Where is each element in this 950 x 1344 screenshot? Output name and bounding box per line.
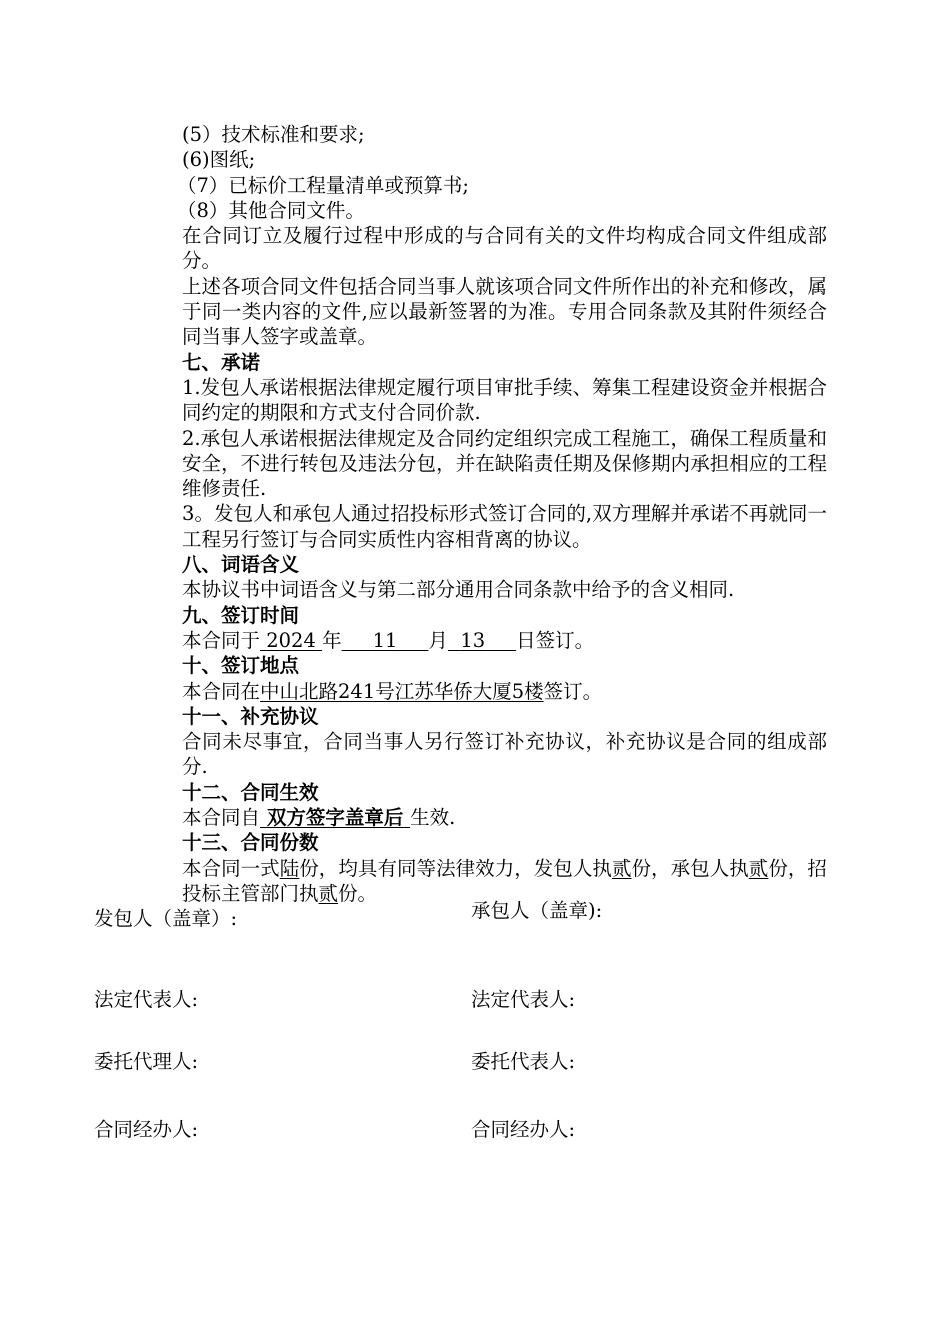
effective-prefix: 本合同自 [182, 806, 261, 830]
list-item: （8）其他合同文件。 [177, 198, 365, 222]
list-item: （7）已标价工程量清单或预算书; [177, 173, 469, 197]
copies-total: 陆 [279, 856, 300, 880]
sign-day: 13 [460, 628, 486, 652]
copies-employer: 贰 [611, 856, 632, 880]
sign-date-suffix: 日签订。 [516, 628, 595, 652]
employer-legal-rep-label: 法定代表人: [94, 988, 199, 1011]
effective-condition: 双方签字盖章后 [266, 806, 404, 830]
section-title-copies: 十三、合同份数 [182, 831, 319, 855]
paragraph-compose: 在合同订立及履行过程中形成的与合同有关的文件均构成合同文件组成部分。 [182, 224, 827, 273]
section-title-effective: 十二、合同生效 [182, 780, 319, 804]
contractor-seal-label: 承包人（盖章): [471, 899, 603, 922]
sign-year: 2024 [266, 628, 316, 652]
section-title-supplement: 十一、补充协议 [182, 704, 319, 728]
list-item: (6)图纸; [182, 148, 256, 172]
section-title-terms: 八、词语含义 [182, 553, 300, 577]
supplement-text: 合同未尽事宜，合同当事人另行签订补充协议，补充协议是合同的组成部分. [182, 730, 827, 779]
copies-authority: 贰 [318, 881, 339, 905]
commitment-3: 3。发包人和承包人通过招投标形式签订合同的,双方理解并承诺不再就同一工程另行签订与合同实质性内容相背离的协议。 [182, 502, 827, 551]
copies-text: 本合同一式陆份，均具有同等法律效力，发包人执贰份，承包人执贰份，招投标主管部门执贰份。 [182, 856, 827, 905]
year-unit: 年 [322, 628, 342, 652]
effective-suffix: 生效. [410, 806, 456, 830]
effective-line [137, 805, 827, 830]
contractor-handler-label: 合同经办人: [471, 1118, 576, 1141]
sign-month: 11 [372, 628, 398, 652]
employer-seal-label: 发包人（盖章）: [94, 907, 238, 930]
commitment-1: 1.发包人承诺根据法律规定履行项目审批手续、筹集工程建设资金并根据合同约定的期限和方式支付合同价款. [182, 375, 827, 425]
section-title-sign-date: 九、签订时间 [182, 603, 300, 627]
month-unit: 月 [428, 628, 448, 652]
section-title-sign-place: 十、签订地点 [182, 654, 300, 678]
contractor-agent-label: 委托代表人: [471, 1050, 576, 1073]
terms-text: 本协议书中词语含义与第二部分通用合同条款中给予的含义相同. [182, 578, 735, 602]
copies-contractor: 贰 [748, 856, 769, 880]
employer-agent-label: 委托代理人: [94, 1050, 199, 1073]
paragraph-latest: 上述各项合同文件包括合同当事人就该项合同文件所作出的补充和修改，属于同一类内容的文件,应以最新签署的为准。专用合同条款及其附件须经合同当事人签字或盖章。 [182, 274, 827, 349]
sign-place-suffix: 签订。 [543, 679, 603, 703]
sign-place-line [137, 679, 827, 704]
employer-handler-label: 合同经办人: [94, 1118, 199, 1141]
sign-place: 中山北路241号江苏华侨大厦5楼 [260, 679, 544, 703]
sign-date-line [137, 628, 827, 653]
list-item: (5）技术标准和要求; [182, 123, 365, 146]
commitment-2: 2.承包人承诺根据法律规定及合同约定组织完成工程施工，确保工程质量和安全，不进行转包及违法分包，并在缺陷责任期及保修期内承担相应的工程维修责任. [182, 426, 827, 501]
section-title-commitment: 七、承诺 [182, 350, 261, 374]
contractor-legal-rep-label: 法定代表人: [471, 988, 576, 1011]
sign-date-prefix: 本合同于 [182, 628, 261, 652]
sign-place-prefix: 本合同在 [182, 679, 261, 703]
contract-body [137, 122, 827, 906]
